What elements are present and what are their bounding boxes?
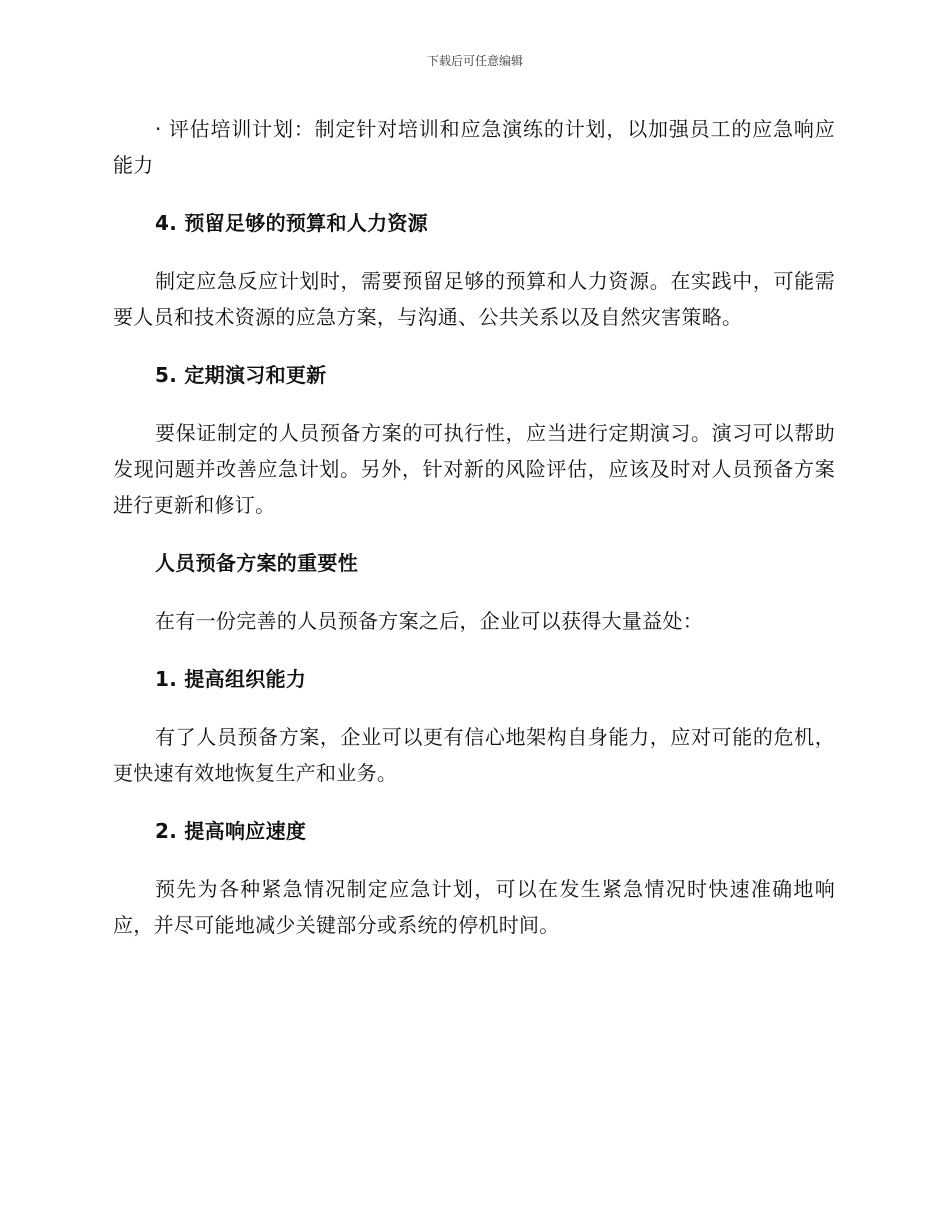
page-header: 下载后可任意编辑 [426,54,523,68]
heading-benefit-organization: 1. 提高组织能力 [155,667,307,691]
heading-reserve-budget: 4. 预留足够的预算和人力资源 [155,211,428,235]
heading-importance: 人员预备方案的重要性 [155,551,358,575]
paragraph-benefit-response: 预先为各种紧急情况制定应急计划，可以在发生紧急情况时快速准确地响应，并尽可能地减少关键部分或系统的停机时间。 [113,877,835,937]
heading-benefit-response: 2. 提高响应速度 [155,819,307,843]
document-body [113,111,835,943]
heading-regular-drills: 5. 定期演习和更新 [155,363,327,387]
paragraph-benefit-organization: 有了人员预备方案，企业可以更有信心地架构自身能力，应对可能的危机，更快速有效地恢复生产和业务。 [113,725,835,785]
paragraph-evaluate-training: · 评估培训计划：制定针对培训和应急演练的计划，以加强员工的应急响应能力 [113,117,835,177]
paragraph-reserve-budget: 制定应急反应计划时，需要预留足够的预算和人力资源。在实践中，可能需要人员和技术资源的应急方案，与沟通、公共关系以及自然灾害策略。 [113,269,835,329]
paragraph-importance: 在有一份完善的人员预备方案之后，企业可以获得大量益处： [155,609,704,633]
paragraph-regular-drills: 要保证制定的人员预备方案的可执行性，应当进行定期演习。演习可以帮助发现问题并改善应急计划。另外，针对新的风险评估，应该及时对人员预备方案进行更新和修订。 [113,421,835,517]
